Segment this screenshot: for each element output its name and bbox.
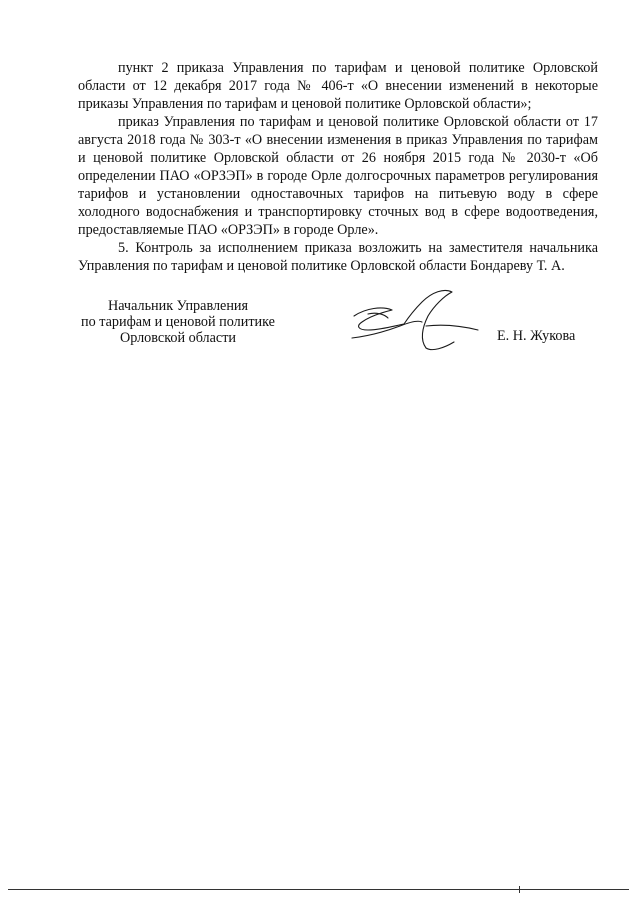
signature-block	[0, 298, 639, 358]
paragraph-item-5-control: 5. Контроль за исполнением приказа возложить на заместителя начальника Управления по тарифам и ценовой политике Орловской области Бондареву Т. А.	[78, 240, 598, 274]
signatory-position	[78, 298, 278, 346]
document-body	[78, 59, 598, 275]
signatory-name: Е. Н. Жукова	[497, 328, 576, 344]
page-bottom-tick	[519, 886, 520, 893]
position-line: Начальник Управления	[107, 298, 249, 314]
paragraph-clause-2-order-406: пункт 2 приказа Управления по тарифам и ценовой политике Орловской области от 12 декабря 2017 года № 406-т «О внесении изменений в некоторые приказы Управления по тарифам и ценовой политике Орловской области»;	[78, 60, 598, 112]
position-line: по тарифам и ценовой политике	[81, 314, 275, 330]
position-line: Орловской области	[119, 330, 237, 346]
handwritten-signature	[348, 286, 484, 356]
page-bottom-rule	[8, 889, 629, 890]
paragraph-order-303: приказ Управления по тарифам и ценовой политике Орловской области от 17 августа 2018 года № 303-т «О внесении изменения в приказ Управления по тарифам и ценовой политике Орловской области от 26 ноября 2015 года № 2030-т «Об определении ПАО «ОРЗЭП» в городе Орле долгосрочных параметров регулирования тарифов и установлении одноставочных тарифов на питьевую воду в сфере холодного водоснабжения и транспортировку сточных вод в сфере водоотведения, предоставляемые ПАО «ОРЗЭП» в городе Орле».	[78, 114, 598, 238]
